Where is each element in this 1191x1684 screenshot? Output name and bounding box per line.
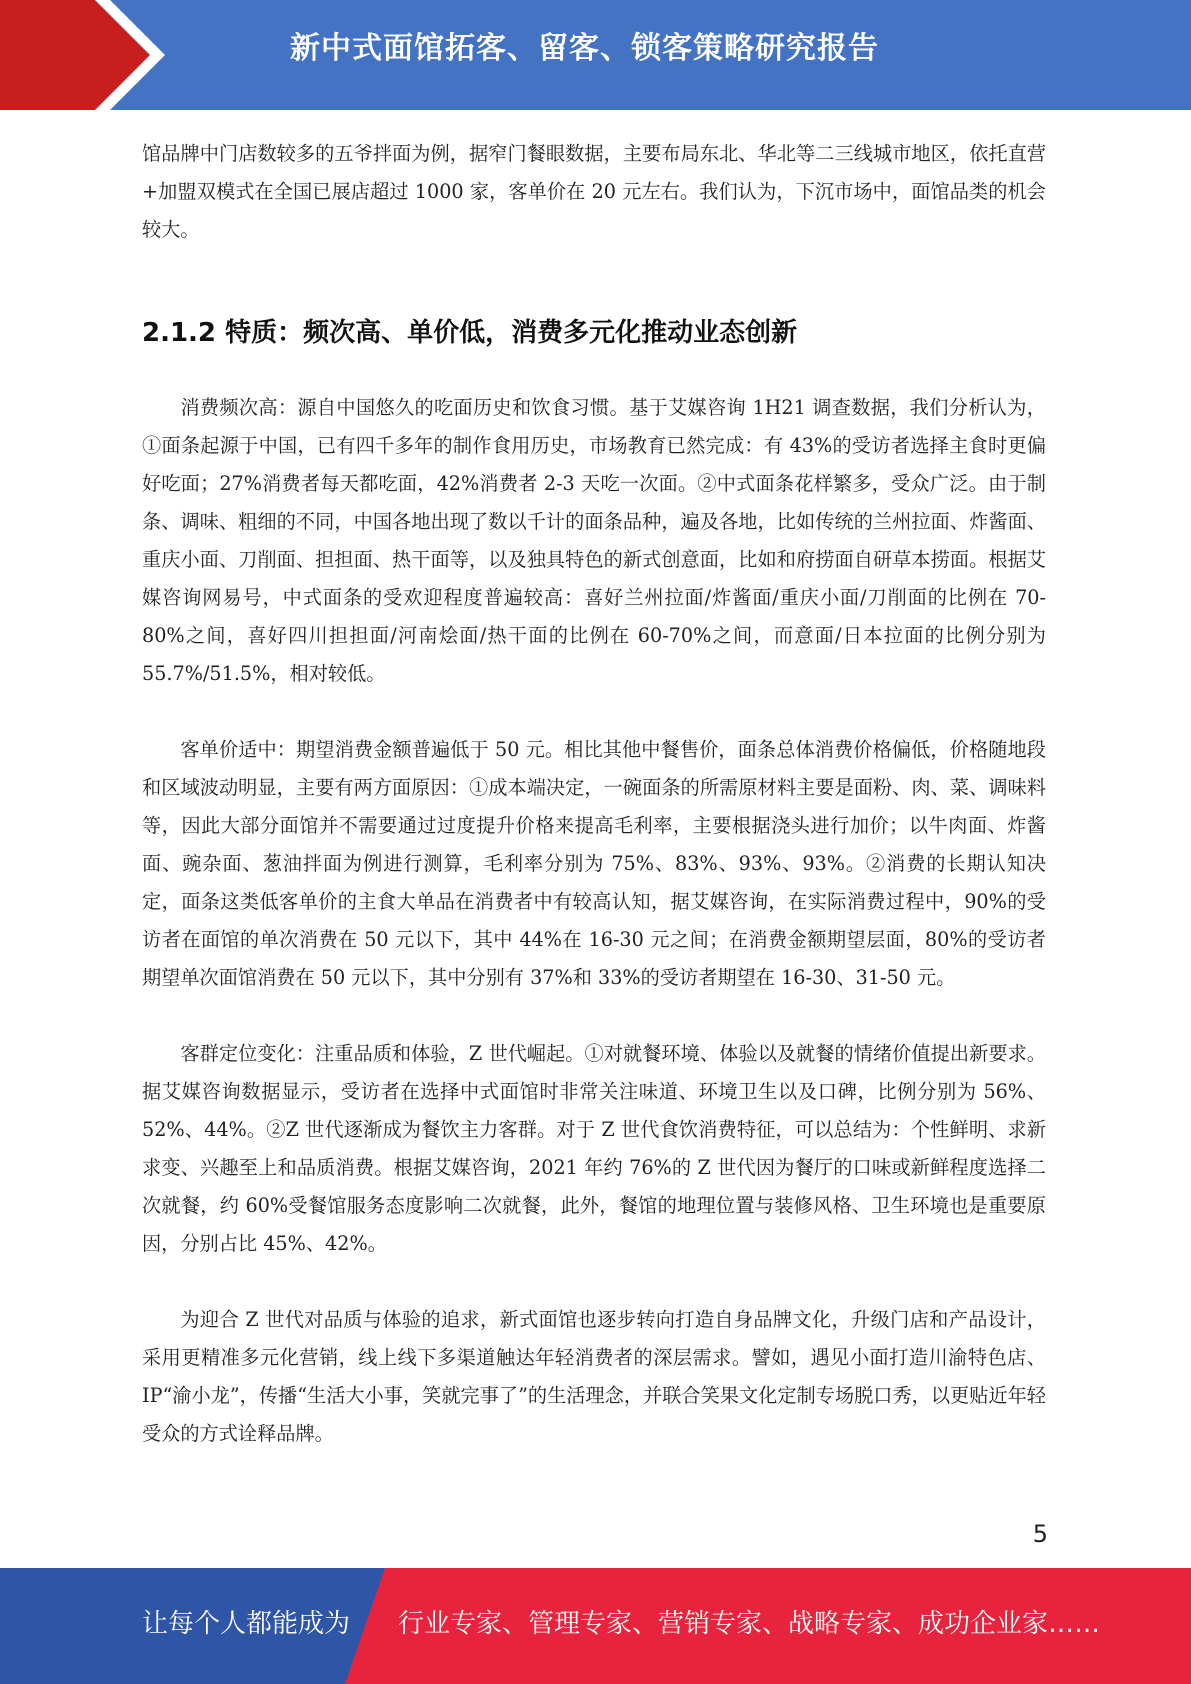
document-body — [142, 135, 1046, 1453]
footer-slogan-right: 行业专家、管理专家、营销专家、战略专家、成功企业家…… — [398, 1609, 1101, 1639]
intro-paragraph: 馆品牌中门店数较多的五爷拌面为例，据窄门餐眼数据，主要布局东北、华北等二三线城市地区，依托直营+加盟双模式在全国已展店超过 1000 家，客单价在 20 元左右。我们认为，下沉市场中，面馆品类的机会较大。 — [142, 142, 1046, 241]
brand-paragraph: 为迎合 Z 世代对品质与体验的追求，新式面馆也逐步转向打造自身品牌文化，升级门店和产品设计，采用更精准多元化营销，线上线下多渠道触达年轻消费者的深层需求。譬如，遇见小面打造川渝特色店、IP“渝小龙”，传播“生活大小事，笑就完事了”的生活理念，并联合笑果文化定制专场脱口秀，以更贴近年轻受众的方式诠释品牌。 — [142, 1308, 1046, 1445]
footer-slogan-left: 让每个人都能成为 — [142, 1609, 351, 1639]
report-title: 新中式面馆拓客、留客、锁客策略研究报告 — [290, 31, 879, 66]
page-footer — [0, 1568, 1191, 1684]
page-number: 5 — [1032, 1520, 1048, 1548]
page-header — [0, 0, 1191, 110]
customer-paragraph: 客群定位变化：注重品质和体验，Z 世代崛起。①对就餐环境、体验以及就餐的情绪价值提出新要求。据艾媒咨询数据显示，受访者在选择中式面馆时非常关注味道、环境卫生以及口碑，比例分别为 56%、52%、44%。②Z 世代逐渐成为餐饮主力客群。对于 Z 世代食饮消费特征，可以总结为：个性鲜明、求新求变、兴趣至上和品质消费。根据艾媒咨询，2021 年约 76%的 Z 世代因为餐厅的口味或新鲜程度选择二次就餐，约 60%受餐馆服务态度影响二次就餐，此外，餐馆的地理位置与装修风格、卫生环境也是重要原因，分别占比 45%、42%。 — [142, 1042, 1046, 1255]
price-paragraph: 客单价适中：期望消费金额普遍低于 50 元。相比其他中餐售价，面条总体消费价格偏低，价格随地段和区域波动明显，主要有两方面原因：①成本端决定，一碗面条的所需原材料主要是面粉、肉、菜、调味料等，因此大部分面馆并不需要通过过度提升价格来提高毛利率，主要根据浇头进行加价；以牛肉面、炸酱面、豌杂面、葱油拌面为例进行测算，毛利率分别为 75%、83%、93%、93%。②消费的长期认知决定，面条这类低客单价的主食大单品在消费者中有较高认知，据艾媒咨询，在实际消费过程中，90%的受访者在面馆的单次消费在 50 元以下，其中 44%在 16-30 元之间；在消费金额期望层面，80%的受访者期望单次面馆消费在 50 元以下，其中分别有 37%和 33%的受访者期望在 16-30、31-50 元。 — [142, 738, 1046, 989]
section-heading: 2.1.2 特质：频次高、单价低，消费多元化推动业态创新 — [142, 318, 798, 348]
frequency-paragraph: 消费频次高：源自中国悠久的吃面历史和饮食习惯。基于艾媒咨询 1H21 调查数据，我们分析认为，①面条起源于中国，已有四千多年的制作食用历史，市场教育已然完成：有 43%的受访者选择主食时更偏好吃面；27%消费者每天都吃面，42%消费者 2-3 天吃一次面。②中式面条花样繁多，受众广泛。由于制条、调味、粗细的不同，中国各地出现了数以千计的面条品种，遍及各地，比如传统的兰州拉面、炸酱面、重庆小面、刀削面、担担面、热干面等，以及独具特色的新式创意面，比如和府捞面自研草本捞面。根据艾媒咨询网易号，中式面条的受欢迎程度普遍较高：喜好兰州拉面/炸酱面/重庆小面/刀削面的比例在 70-80%之间，喜好四川担担面/河南烩面/热干面的比例在 60-70%之间，而意面/日本拉面的比例分别为 55.7%/51.5%，相对较低。 — [142, 396, 1046, 685]
